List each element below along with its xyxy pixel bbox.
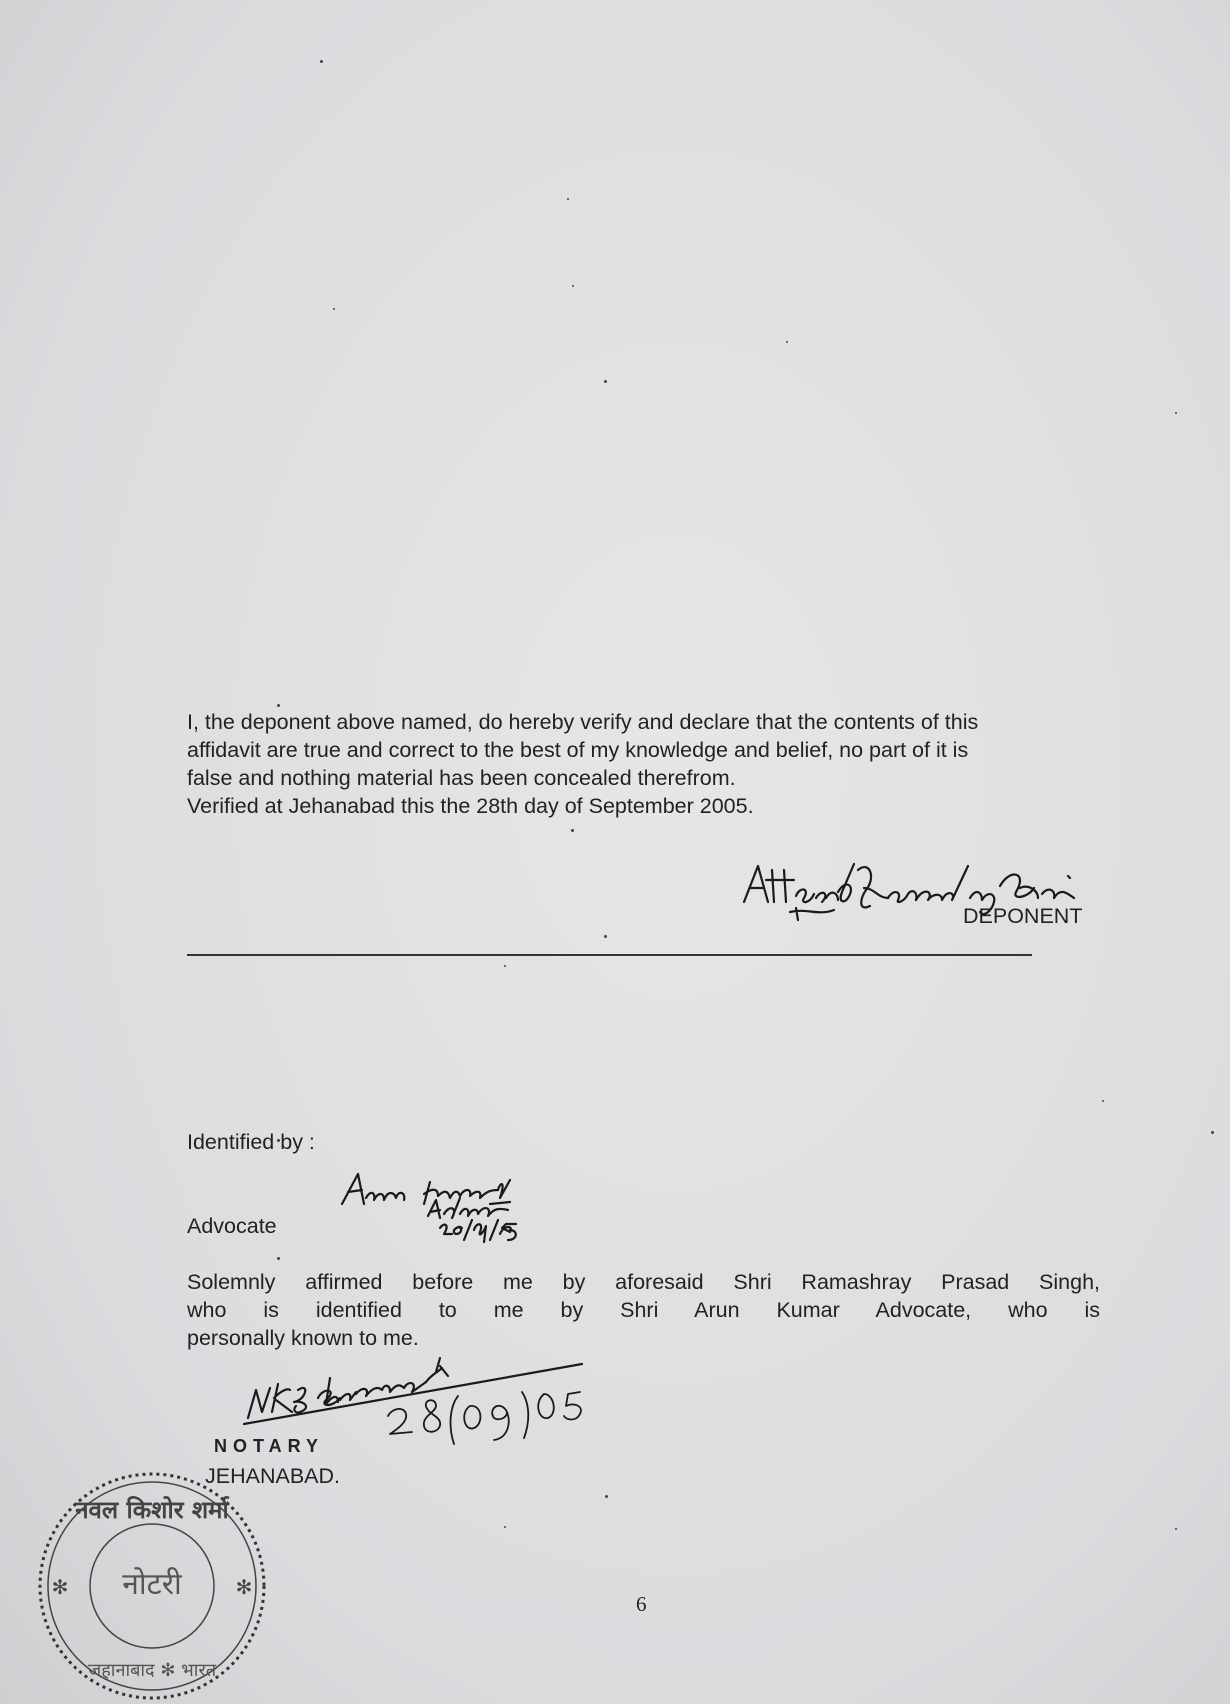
affirmation-line: who is identified to me by Shri Arun Kumar Advocate, who is [187, 1298, 1100, 1322]
seal-center-text: नोटरी [122, 1567, 182, 1602]
affirmation-line: Solemnly affirmed before me by aforesaid Shri Ramashray Prasad Singh, [187, 1270, 1100, 1294]
deponent-label: DEPONENT [963, 904, 1083, 928]
deponent-signature [738, 858, 1168, 938]
notary-date [384, 1382, 624, 1462]
seal-top-text: नवल किशोर शर्मा [75, 1496, 229, 1524]
page-number: 6 [636, 1592, 647, 1616]
advocate-signature [340, 1168, 600, 1258]
verification-paragraph [187, 708, 1102, 820]
verification-line: Verified at Jehanabad this the 28th day of September 2005. [187, 794, 754, 818]
notary-title: NOTARY [214, 1436, 324, 1456]
seal-bottom-text: जहानाबाद ✻ भारत [87, 1660, 217, 1681]
affirmation-line: personally known to me. [187, 1326, 419, 1350]
seal-star-right: ✻ [235, 1577, 253, 1599]
verification-line: false and nothing material has been concealed therefrom. [187, 766, 736, 790]
identified-by-label: Identified by : [187, 1130, 315, 1154]
verification-line: affidavit are true and correct to the best of my knowledge and belief, no part of it is [187, 738, 969, 762]
advocate-label: Advocate [187, 1214, 277, 1238]
verification-line: I, the deponent above named, do hereby verify and declare that the contents of this [187, 710, 979, 734]
notary-seal [30, 1462, 275, 1698]
notary-place: JEHANABAD. [205, 1464, 341, 1488]
divider-line [187, 954, 1032, 956]
seal-star-left: ✻ [51, 1577, 69, 1599]
